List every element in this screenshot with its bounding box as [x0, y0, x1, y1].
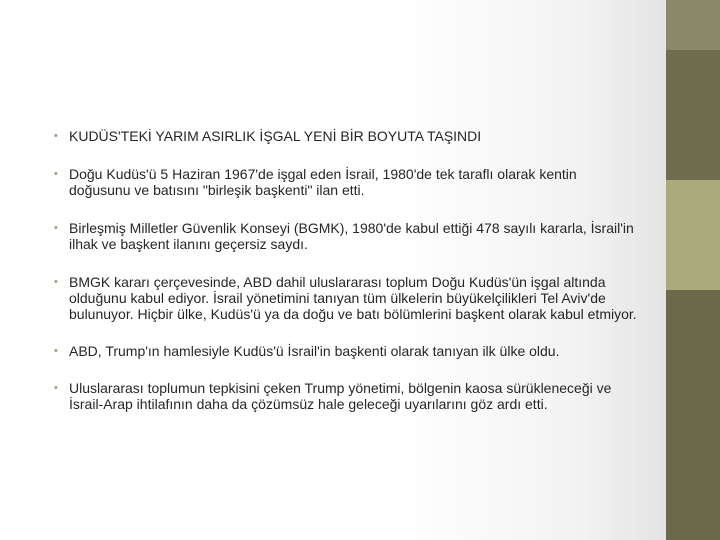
bullet-item	[53, 274, 638, 322]
bullet-item	[53, 380, 638, 412]
side-bar-segment-top	[666, 0, 720, 50]
bullet-dot-icon: •	[54, 222, 58, 234]
bullet-text: Uluslararası toplumun tepkisini çeken Trump yönetimi, bölgenin kaosa sürükleneceği ve İsrail-Arap ihtilafının daha da çözümsüz hale geleceği uyarılarını göz ardı etti.	[69, 380, 612, 412]
bullet-text: Doğu Kudüs'ü 5 Haziran 1967'de işgal eden İsrail, 1980'de tek taraflı olarak kentin doğusunu ve batısını "birleşik başkenti" ilan etti.	[69, 166, 577, 198]
side-bar-segment-mid	[666, 50, 720, 180]
bullet-dot-icon: •	[54, 168, 58, 180]
bullet-item	[53, 166, 638, 198]
bullet-item	[53, 128, 638, 144]
bullet-text: BMGK kararı çerçevesinde, ABD dahil uluslararası toplum Doğu Kudüs'ün işgal altında olduğunu kabul ediyor. İsrail yönetimini tanıyan tüm ülkelerin büyükelçilikleri Tel Aviv'de bulunuyor. Hiçbir ülke, Kudüs'ü ya da doğu ve batı bölümlerini başkent olarak kabul etmiyor.	[69, 274, 637, 322]
side-bar-segment-bottom	[666, 290, 720, 540]
bullet-dot-icon: •	[54, 276, 58, 288]
bullet-item	[53, 220, 638, 252]
side-accent-bar	[666, 0, 720, 540]
bullet-text: ABD, Trump'ın hamlesiyle Kudüs'ü İsrail'in başkenti olarak tanıyan ilk ülke oldu.	[69, 343, 560, 359]
side-bar-segment-light	[666, 180, 720, 290]
bullet-dot-icon: •	[54, 345, 58, 357]
bullet-dot-icon: •	[54, 382, 58, 394]
bullet-item	[53, 343, 638, 359]
bullet-list	[53, 128, 638, 412]
bullet-text: KUDÜS'TEKİ YARIM ASIRLIK İŞGAL YENİ BİR BOYUTA TAŞINDI	[69, 128, 482, 144]
bullet-text: Birleşmiş Milletler Güvenlik Konseyi (BGMK), 1980'de kabul ettiği 478 sayılı kararla, İsrail'in ilhak ve başkent ilanını geçersiz saydı.	[69, 220, 634, 252]
bullet-dot-icon: •	[54, 130, 58, 142]
